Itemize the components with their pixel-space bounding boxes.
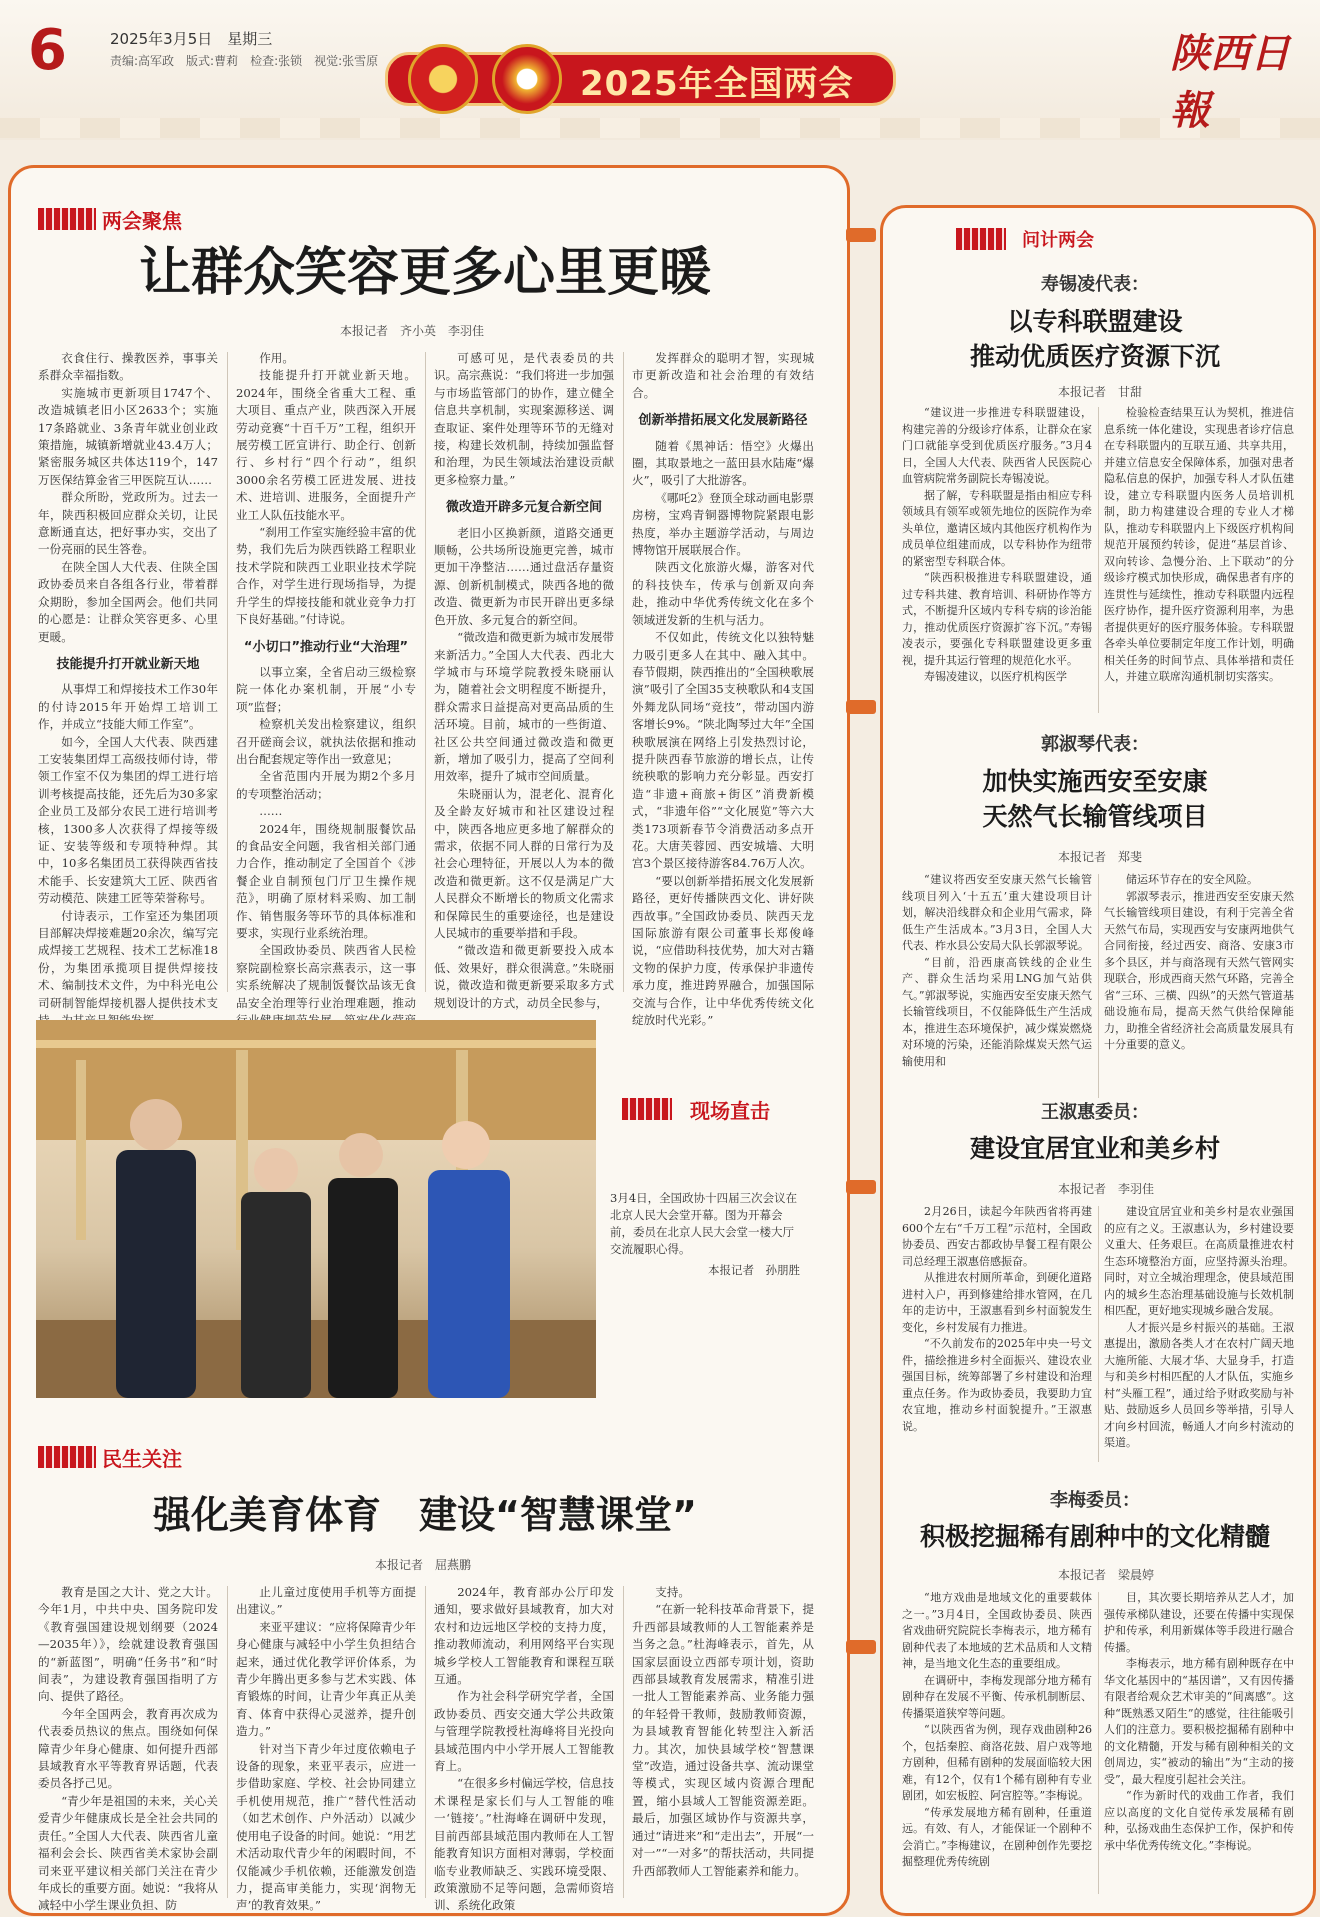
q1-headline-line2: 推动优质医疗资源下沉 [969, 342, 1220, 371]
q4-headline: 积极挖掘稀有剧种中的文化精髓 [919, 1522, 1270, 1551]
paragraph: “建议将西安至安康天然气长输管线项目列入‘十五五’重大建设项目计划，解决沿线群众和企业用气需求，降低生产生活成本。”3月3日，全国人大代表、柞水县公安局大队长郭淑琴说。 [902, 873, 1092, 952]
second-headline: 强化美育体育 建设“智慧课堂” [153, 1493, 697, 1537]
paragraph: 从事焊工和焊接技术工作30年的付诗2015年开始焊工培训工作，并成立“技能大师工作室”。 [38, 682, 218, 732]
paragraph: 发挥群众的聪明才智，实现城市更新改造和社会治理的有效结合。 [632, 351, 814, 400]
column-divider [1098, 407, 1099, 713]
paragraph: …… [259, 804, 283, 819]
paragraph: 支持。 [655, 1585, 690, 1599]
column-divider [1098, 1206, 1099, 1462]
q2-byline: 本报记者 郑斐 [1058, 850, 1143, 864]
paragraph: 《哪吒2》登顶全球动画电影票房榜，宝鸡青铜器博物院紧跟电影热度，举办主题游学活动，与周边博物馆开展联展合作。 [632, 490, 814, 558]
paragraph: 不仅如此，传统文化以独特魅力吸引更多人在其中、融入其中。春节假期，陕西推出的“全国秧歌展演”吸引了全国35支秧歌队和4支国外舞龙队同场“竞技”，带动国内游客增长9%。“陕北陶琴过大年”全国秧歌展演在网络上引发热烈讨论，提升陕西春节旅游的增长点，让传统秧歌的影响力充分彰显。西安打造“非遗+商旅+街区”消费新模式，“非遗年俗”“文化展览”等六大类173项新春节令消费活动多点开花。大唐芙蓉园、西安城墙、大明宫3个景区接待游客84.76万人次。 [632, 630, 814, 871]
paragraph: 付诗表示，工作室还为集团项目部解决焊接难题20余次，编写完成焊接工艺规程、技术工艺标准18份，为集团承揽项目提供焊接技术、编制技术文件，为中科光电公司研制智能焊接机器人提供技术支 [38, 908, 218, 1010]
column-divider [1098, 874, 1099, 1098]
paragraph: 随着《黑神话：悟空》火爆出圈，其取景地之一蓝田县水陆庵“爆火”，吸引了大批游客。 [632, 438, 814, 488]
q1-headline-line1: 以专科联盟建设 [1007, 307, 1183, 336]
panel-connector [846, 1180, 876, 1194]
q3-headline: 建设宜居宜业和美乡村 [969, 1134, 1220, 1163]
subheading: “小切口”推动行业“大治理” [243, 639, 409, 655]
second-article-column-4 [632, 1584, 814, 1902]
section-label-livelihood: 民生关注 [102, 1447, 182, 1471]
paragraph: “传承发展地方稀有剧种，任重道远。有效、有人，才能保证一个剧种不会消亡。”李梅建议，在剧种创作先要挖掘整理优秀传统剧 [902, 1805, 1092, 1868]
column-divider [425, 1586, 426, 1898]
section-label-onsite: 现场直击 [690, 1099, 770, 1123]
paragraph: 实施城市更新项目1747个、改造城镇老旧小区2633个；实施17条路就业、3条青年就业创业政策措施，城镇新增就业43.4万人；紧密服务城区共体达119个，147万医保结算金省三甲医院互认…… [38, 385, 218, 487]
paragraph: 在调研中，李梅发现部分地方稀有剧种存在发展不平衡、传承机制断层、传播渠道狭窄等问题。 [902, 1673, 1092, 1720]
second-byline: 本报记者 屈燕鹏 [375, 1558, 472, 1572]
paragraph: “作为新时代的戏曲工作者，我们应以高度的文化自觉传承发展稀有剧种，弘扬戏曲生态保护工作，保护和传承中华优秀传统文化。”李梅说。 [1104, 1789, 1294, 1852]
q1-byline: 本报记者 甘甜 [1058, 385, 1143, 399]
column-divider [623, 352, 624, 992]
decorative-cloud-strip [0, 118, 1320, 138]
caption-text: 3月4日，全国政协十四届三次会议在北京人民大会堂开幕。图为开幕会前，委员在北京人民大会堂一楼大厅交流履职心得。 [610, 1191, 798, 1256]
section-tag-pattern [622, 1098, 672, 1120]
paragraph: 教育是国之大计、党之大计。今年1月，中共中央、国务院印发《教育强国建设规划纲要（2024—2035年）》，绘就建设教育强国的“新蓝图”，明确“任务书”和“时间表”，为建设教育强国指明了方向、提供了路径。 [38, 1585, 218, 1704]
paragraph: 建设宜居宜业和美乡村是农业强国的应有之义。王淑惠认为，乡村建设要义重大、任务艰巨。在高质量推进农村生态环境整治方面，应坚持源头治理。同时，对立全城治理理念，使县域范围内的城乡生态治理基础设施与长效机制相匹配，更好地实现城乡融合发展。 [1104, 1205, 1294, 1317]
issue-date: 2025年3月5日 星期三 [110, 30, 273, 48]
column-divider [623, 1586, 624, 1898]
paragraph: “建议进一步推进专科联盟建设，构建完善的分级诊疗体系，让群众在家门口就能享受到优质医疗服务。”3月4日，全国人大代表、陕西省人民医院心血管病院常务副院长寿锡凌说。 [902, 406, 1092, 485]
paragraph: 针对当下青少年过度依赖电子设备的现象，来亚平表示，应进一步借助家庭、学校、社会协同建立手机使用规范，推广“替代性活动（如艺术创作、户外活动）以减少使用电子设备的时间。她说：“用艺术活动取代青少年的闲暇时间，不仅能减少手机依赖，还能激发创造力，提高审美能力，实现‘润物无声’的教育效果。” [236, 1741, 416, 1913]
speaker-name: 寿锡凌代表： [1041, 274, 1149, 295]
subheading: 创新举措拓展文化发展新路径 [638, 413, 808, 429]
paragraph: “目前，沿西康高铁线的企业生产、群众生活均采用LNG加气站供气。”郭淑琴说，实施西安至安康天然气长输管线项目，不仅能降低生产生活成本，推进生态环境保护，减少煤炭燃烧对环境的污染，还能消除煤炭天然气运输使用和 [902, 955, 1092, 1068]
second-article-column-2 [236, 1584, 416, 1913]
paragraph: “青少年是祖国的未来，关心关爱青少年健康成长是全社会共同的责任。”全国人大代表、陕西省儿童福利会会长、陕西省美术家协会副司来亚平建议相关部门关注在青少年成长的重要方面。她说：“我将从减轻中小学生课业负担、防 [38, 1793, 218, 1913]
main-byline: 本报记者 齐小英 李羽佳 [340, 324, 485, 338]
panel-connector [846, 228, 876, 242]
panel-connector [846, 700, 876, 714]
speaker-name: 王淑惠委员： [1041, 1102, 1149, 1123]
paragraph: 2024年，教育部办公厅印发通知，要求做好县域教育，加大对农村和边远地区学校的支持力度，推动教师流动，利用网络平台实现城乡学校人工智能教育和课程互联互通。 [434, 1585, 614, 1687]
paragraph: 如今，全国人大代表、陕西建工安装集团焊工高级技师付诗，带领工作室不仅为集团的焊工进行培训考核提高技能，还先后为30多家企业员工及部分农民工进行培训考核，1300多人次获得了焊接等级证、安装等级和专项特种焊。其中，10多名集团员工获得陕西省技术能手、长安建筑大工匠、陕西省劳动模范、陕建工匠等荣誉称号。 [38, 734, 218, 906]
paragraph: 寿锡凌建议，以医疗机构医学 [924, 670, 1067, 683]
second-article-column-1 [38, 1584, 218, 1913]
paragraph: 检验检查结果互认为契机，推进信息系统一体化建设，实现患者诊疗信息在专科联盟内的互联互通、共享共用，并建立信息安全保障体系，加强对患者隐私信息的保护，加强专科人才队伍建设，建立专科联盟内医务人员培训机制，助力构建建设合理的专业人才梯队，推动专科联盟内上下级医疗机构间规范开展预约转诊，促进“基层首诊、双向转诊、急慢分治、上下联动”的分级诊疗模式加快形成，确保患者有序的连贯性与延续性，推动专科联盟内远程医疗协作，提升医疗资源利用率，为患者提供更好的医疗服务体验。专科联盟各牵头单位要制定年度工作计划，明确相关任务的时间节点、具体举措和责任人，并建立联席沟通机制切实落实。 [1104, 406, 1294, 683]
newspaper-masthead-logo: 陕西日報 [1170, 30, 1290, 134]
paragraph: 李梅表示，地方稀有剧种既存在中华文化基因中的“基因谱”，又有因传播有限者给观众艺术审美的“间离感”。这种“既熟悉又陌生”的感觉，往往能吸引人们的注意力。要积极挖掘稀有剧种中的文化精髓，开发与稀有剧种相关的文创周边，实“被动的输出”为“主动的接受”，最大程度引起社会关注。 [1104, 1657, 1294, 1786]
q4-byline: 本报记者 梁晨婷 [1058, 1568, 1155, 1582]
paragraph: “要以创新举措拓展文化发展新路径，更好传播陕西文化、讲好陕西故事。”全国政协委员、陕西天龙国际旅游有限公司董事长郑俊峰说，“应借助科技优势，加大对古籍文物的保护力度，传承保护非遗传承力度，推进跨界融合，加强国际交流与合作，让中华优秀传统文化绽放时代光彩。” [632, 873, 814, 1028]
paragraph: 目，其次要长期培养从艺人才，加强传承梯队建设，还要在传播中实现保护和传承，利用新媒体等手段进行融合传播。 [1104, 1591, 1294, 1654]
paragraph: “微改造和微更新为城市发展带来新活力。”全国人大代表、西北大学城市与环境学院教授朱晓丽认为，随着社会文明程度不断提升，群众需求日益提高对更高品质的生活环境。目前，城市的一些街道、社区公共空间通过微改造和微更新，增加了吸引力，提高了空间利用效率，提升了城市空间质量。 [434, 630, 614, 784]
q3-column-2 [1104, 1204, 1294, 1466]
section-label-focus: 两会聚焦 [102, 209, 182, 233]
paragraph: 全省范围内开展为期2个多月的专项整治活动； [236, 769, 416, 801]
speaker-name: 李梅委员： [1050, 1490, 1140, 1511]
national-emblem-icon [408, 44, 478, 114]
paragraph: 朱晓丽认为，混老化、混育化及全龄友好城市和社区建设过程中，陕西各地应更多地了解群众的需求，依据不同人群的日常行为及社会心理特征，开展以人为本的微改造和微更新。这不仅是满足广大人民群众不断增长的物质文化需求和保障民生的重要途径，也是建设人民城市的重要举措和手段。 [434, 786, 614, 940]
paragraph: 技能提升打开就业新天地。2024年，围绕全省重大工程、重大项目、重点产业，陕西深入开展劳动竞赛“十百千万”工程，组织开展劳模工匠宣讲行、助企行、创新行、乡村行“四个行动”，组织3000余名劳模工匠进发展、进技术、进培训、进服务，全面提升产业工人队伍技能水平。 [236, 368, 416, 522]
news-photo [36, 1020, 596, 1398]
paragraph: 作为社会科学研究学者，全国政协委员、西安交通大学公共政策与管理学院教授杜海峰将目光投向县域范围内中小学开展人工智能教育上。 [434, 1689, 614, 1774]
paragraph: “在很多乡村偏远学校，信息技术课程是家长们与人工智能的唯一‘链接’。”杜海峰在调研中发现，目前西部县域范围内教师在人工智能教育知识方面相对薄弱，学校面临专业教师缺乏、实践环境受限、政策激励不足等问题，急需师资培训、系统化政策 [434, 1776, 614, 1913]
second-article-column-3 [434, 1584, 614, 1913]
paragraph: 郭淑琴表示，推进西安至安康天然气长输管线项目建设，有利于完善全省天然气布局，实现西安与安康两地供气合同衔接，经过西安、商洛、安康3市多个县区，并与商洛现有天然气管网实现联合，形成西商天然气环路，完善全省“三环、三横、四纵”的天然气管道基础设施布局，提高天然气供给保障能力，助推全省经济社会高质量发展具有十分重要的意义。 [1104, 889, 1294, 1051]
q3-column-1 [902, 1204, 1092, 1466]
paragraph: 衣食住行、操教医养，事事关系群众幸福指数。 [38, 351, 218, 383]
q2-headline-line1: 加快实施西安至安康 [982, 767, 1208, 796]
paragraph: 2月26日，读起今年陕西省将再建600个左右“千万工程”示范村，全国政协委员、西安古都政协旱餐工程有限公司总经理王淑惠倍感振奋。 [902, 1205, 1092, 1268]
cppcc-emblem-icon [492, 44, 562, 114]
section-tag-pattern [38, 1446, 96, 1468]
paragraph: 人才振兴是乡村振兴的基础。王淑惠提出，激励各类人才在农村广阔天地大施所能、大展才华、大显身手，打造与和美乡村相匹配的人才队伍，实施乡村“头雁工程”，通过给予财政奖励与补贴、鼓励返乡人员回乡等举措，引导人才向乡村回流，畅通人才向乡村流动的渠道。 [1104, 1320, 1294, 1449]
main-article-column-2 [236, 350, 416, 1010]
paragraph: 今年全国两会，教育再次成为代表委员热议的焦点。围绕如何保障青少年身心健康、如何提升西部县域教育水平等教育界话题，代表委员各抒己见。 [38, 1706, 218, 1791]
paragraph: “微改造和微更新要投入成本低、效果好，群众很满意。”朱晓丽说，微改造和微更新要采取多方式规划设计的方式，动员全民参与， [434, 943, 614, 1010]
paragraph: 从推进农村厕所革命，到硬化道路进村入户，再到修建给排水管网，在几年的走访中，王淑惠看到乡村面貌发生变化，乡村发展有力推进。 [902, 1271, 1092, 1334]
paragraph: 来亚平建议：“应将保障青少年身心健康与减轻中小学生负担结合起来，通过优化教学评价体系，为青少年腾出更多参与艺术实践、体育锻炼的时间，让青少年真正从美育、体育中获得心灵滋养，提升创造力。” [236, 1619, 416, 1739]
paragraph: 群众所盼，党政所为。过去一年，陕西积极回应群众关切，让民意断通直达，把好事办实，交出了一份亮丽的民生答卷。 [38, 490, 218, 557]
paragraph: 储运环节存在的安全风险。 [1126, 873, 1258, 886]
main-headline: 让群众笑容更多心里更暖 [138, 243, 711, 303]
photo-caption [610, 1190, 800, 1279]
paragraph: 全国政协委员、陕西省人民检察院副检察长高宗燕表示，这一事实系统解决了规制饭餐饮品该无食品安全治理等行业治理难题，推动 [236, 943, 416, 1010]
page-number: 6 [28, 18, 67, 83]
photo-credit: 本报记者 孙朋胜 [708, 1263, 800, 1277]
paragraph: 止儿童过度使用手机等方面提出建议。” [236, 1585, 416, 1617]
q2-headline-line2: 天然气长输管线项目 [982, 802, 1208, 831]
q2-column-1 [902, 872, 1092, 1102]
main-article-column-4 [632, 350, 814, 1028]
paragraph: 检察机关发出检察建议，组织召开磋商会议，就执法依据和推动出台配套规定等作出一致意见； [236, 717, 416, 766]
paragraph: 2024年，围绕规制服餐饮品的食品安全问题，我省相关部门通力合作，推动制定了全国首个《涉餐企业自制预包门厅卫生操作规范》，明确了原材料采购、加工制作、销售服务等环节的具体标准和要求，实现行业系统治理。 [236, 821, 416, 940]
paragraph: 据了解，专科联盟是指由相应专科领域具有领军或领先地位的医院作为牵头单位，邀请区域内其他医疗机构作为成员单位组建而成，以专科协作为纽带的紧密型专科联合体。 [902, 488, 1092, 568]
paragraph: “不久前发布的2025年中央一号文件，描绘推进乡村全面振兴、建设农业强国目标，统筹部署了乡村建设和治理重点任务。作为政协委员，我要助力宜农宜地，推动乡村面貌提升。”王淑惠说。 [902, 1337, 1092, 1433]
section-tag-pattern [38, 208, 96, 230]
section-tag-pattern [956, 228, 1006, 250]
main-article-column-3 [434, 350, 614, 1010]
paragraph: 可感可见，是代表委员的共识。高宗燕说：“我们将进一步加强与市场监管部门的协作，建立健全信息共享机制，实现案源移送、调查取证、案件处理等环节的无缝对接，构建长效机制，持续加强监督和治理，为民生领域法治建设贡献更多检察力量。” [434, 351, 614, 487]
q2-column-2 [1104, 872, 1294, 1102]
paragraph: 作用。 [259, 351, 294, 365]
main-article-column-1 [38, 350, 218, 1010]
column-divider [227, 1586, 228, 1898]
q4-column-2 [1104, 1590, 1294, 1900]
photo-illustration [36, 1020, 596, 1398]
paragraph: 以事立案，全省启动三级检察院一体化办案机制，开展“小专项”监督； [236, 664, 416, 714]
editor-credits: 责编:高军政 版式:曹莉 检查:张锁 视觉:张雪原 [110, 54, 379, 68]
paragraph: 陕西文化旅游火爆，游客对代的科技快车，传承与创新双向奔赴，推动中华优秀传统文化在多个领域迸发新的生机与活力。 [632, 560, 814, 627]
column-divider [227, 352, 228, 992]
panel-connector [846, 1640, 876, 1654]
column-divider [1098, 1592, 1099, 1894]
paragraph: “刹用工作室实施经验丰富的优势，我们先后为陕西铁路工程职业技术学院和陕西工业职业技术学院合作，对学生进行现场指导，为提升学生的焊接技能和就业竞争力打下良好基础。”付诗说。 [236, 525, 416, 627]
q3-byline: 本报记者 李羽佳 [1058, 1182, 1155, 1196]
banner-title: 2025年全国两会 [580, 64, 854, 104]
paragraph: 老旧小区换新颜，道路交通更顺畅，公共场所设施更完善，城市更加干净整洁……通过盘活存量资源、创新机制模式，陕西各地的微改造、微更新为市民开辟出更多绿色开放、多元复合的新空间。 [434, 525, 614, 627]
q1-column-2 [1104, 405, 1294, 717]
paragraph: “陕西积极推进专科联盟建设，通过专科共建、教育培训、科研协作等方式，不断提升区域内专科专病的诊治能力，推动优质医疗资源扩容下沉。”寿锡凌表示，要强化专科联盟建设更多重视，提升其运行管理的规范化水平。 [902, 571, 1092, 667]
paragraph: 在陕全国人大代表、住陕全国政协委员来自各组各行业，带着群众期盼，参加全国两会。他们共同的心愿是：让群众笑容更多、心里更暖。 [38, 559, 218, 644]
speaker-name: 郭淑琴代表： [1041, 734, 1149, 755]
section-label-advice: 问计两会 [1022, 230, 1094, 251]
paragraph: “地方戏曲是地域文化的重要载体之一。”3月4日，全国政协委员、陕西省戏曲研究院院长李梅表示，地方稀有剧种代表了本地域的艺术品质和人文精神，是当地文化生态的重要组成。 [902, 1591, 1092, 1670]
subheading: 微改造开辟多元复合新空间 [445, 500, 602, 516]
paragraph: “在新一轮科技革命背景下，提升西部县域教师的人工智能素养是当务之急。”杜海峰表示，首先，从国家层面设立西部专项计划，资助西部县域教育发展需求，精准引进一批人工智能素养高、业务能力强的年轻骨干教师，鼓励教师资源，为县域教育智能化转型注入新活力。其次，加快县域学校“智慧课堂”改造，通过设备共享、流动课堂等模式，实现区域内资源合理配置，缩小县域人工智能资源差距。最后，加强区域协作与资源共享，通过“请进来”和“走出去”，开展“一对一”“一对多”的帮扶活动，共同提升西部教师人工智能素养和能力。 [632, 1602, 814, 1878]
column-divider [425, 352, 426, 992]
paragraph: “以陕西省为例，现存戏曲剧种26个，包括秦腔、商洛花鼓、眉户戏等地方剧种，但稀有剧种的发展面临较大困难，有12个，仅有1个稀有剧种有专业剧团，如宏板腔、阿宫腔等。”李梅说。 [902, 1723, 1092, 1802]
q4-column-1 [902, 1590, 1092, 1900]
subheading: 技能提升打开就业新天地 [56, 656, 200, 672]
q1-column-1 [902, 405, 1092, 717]
